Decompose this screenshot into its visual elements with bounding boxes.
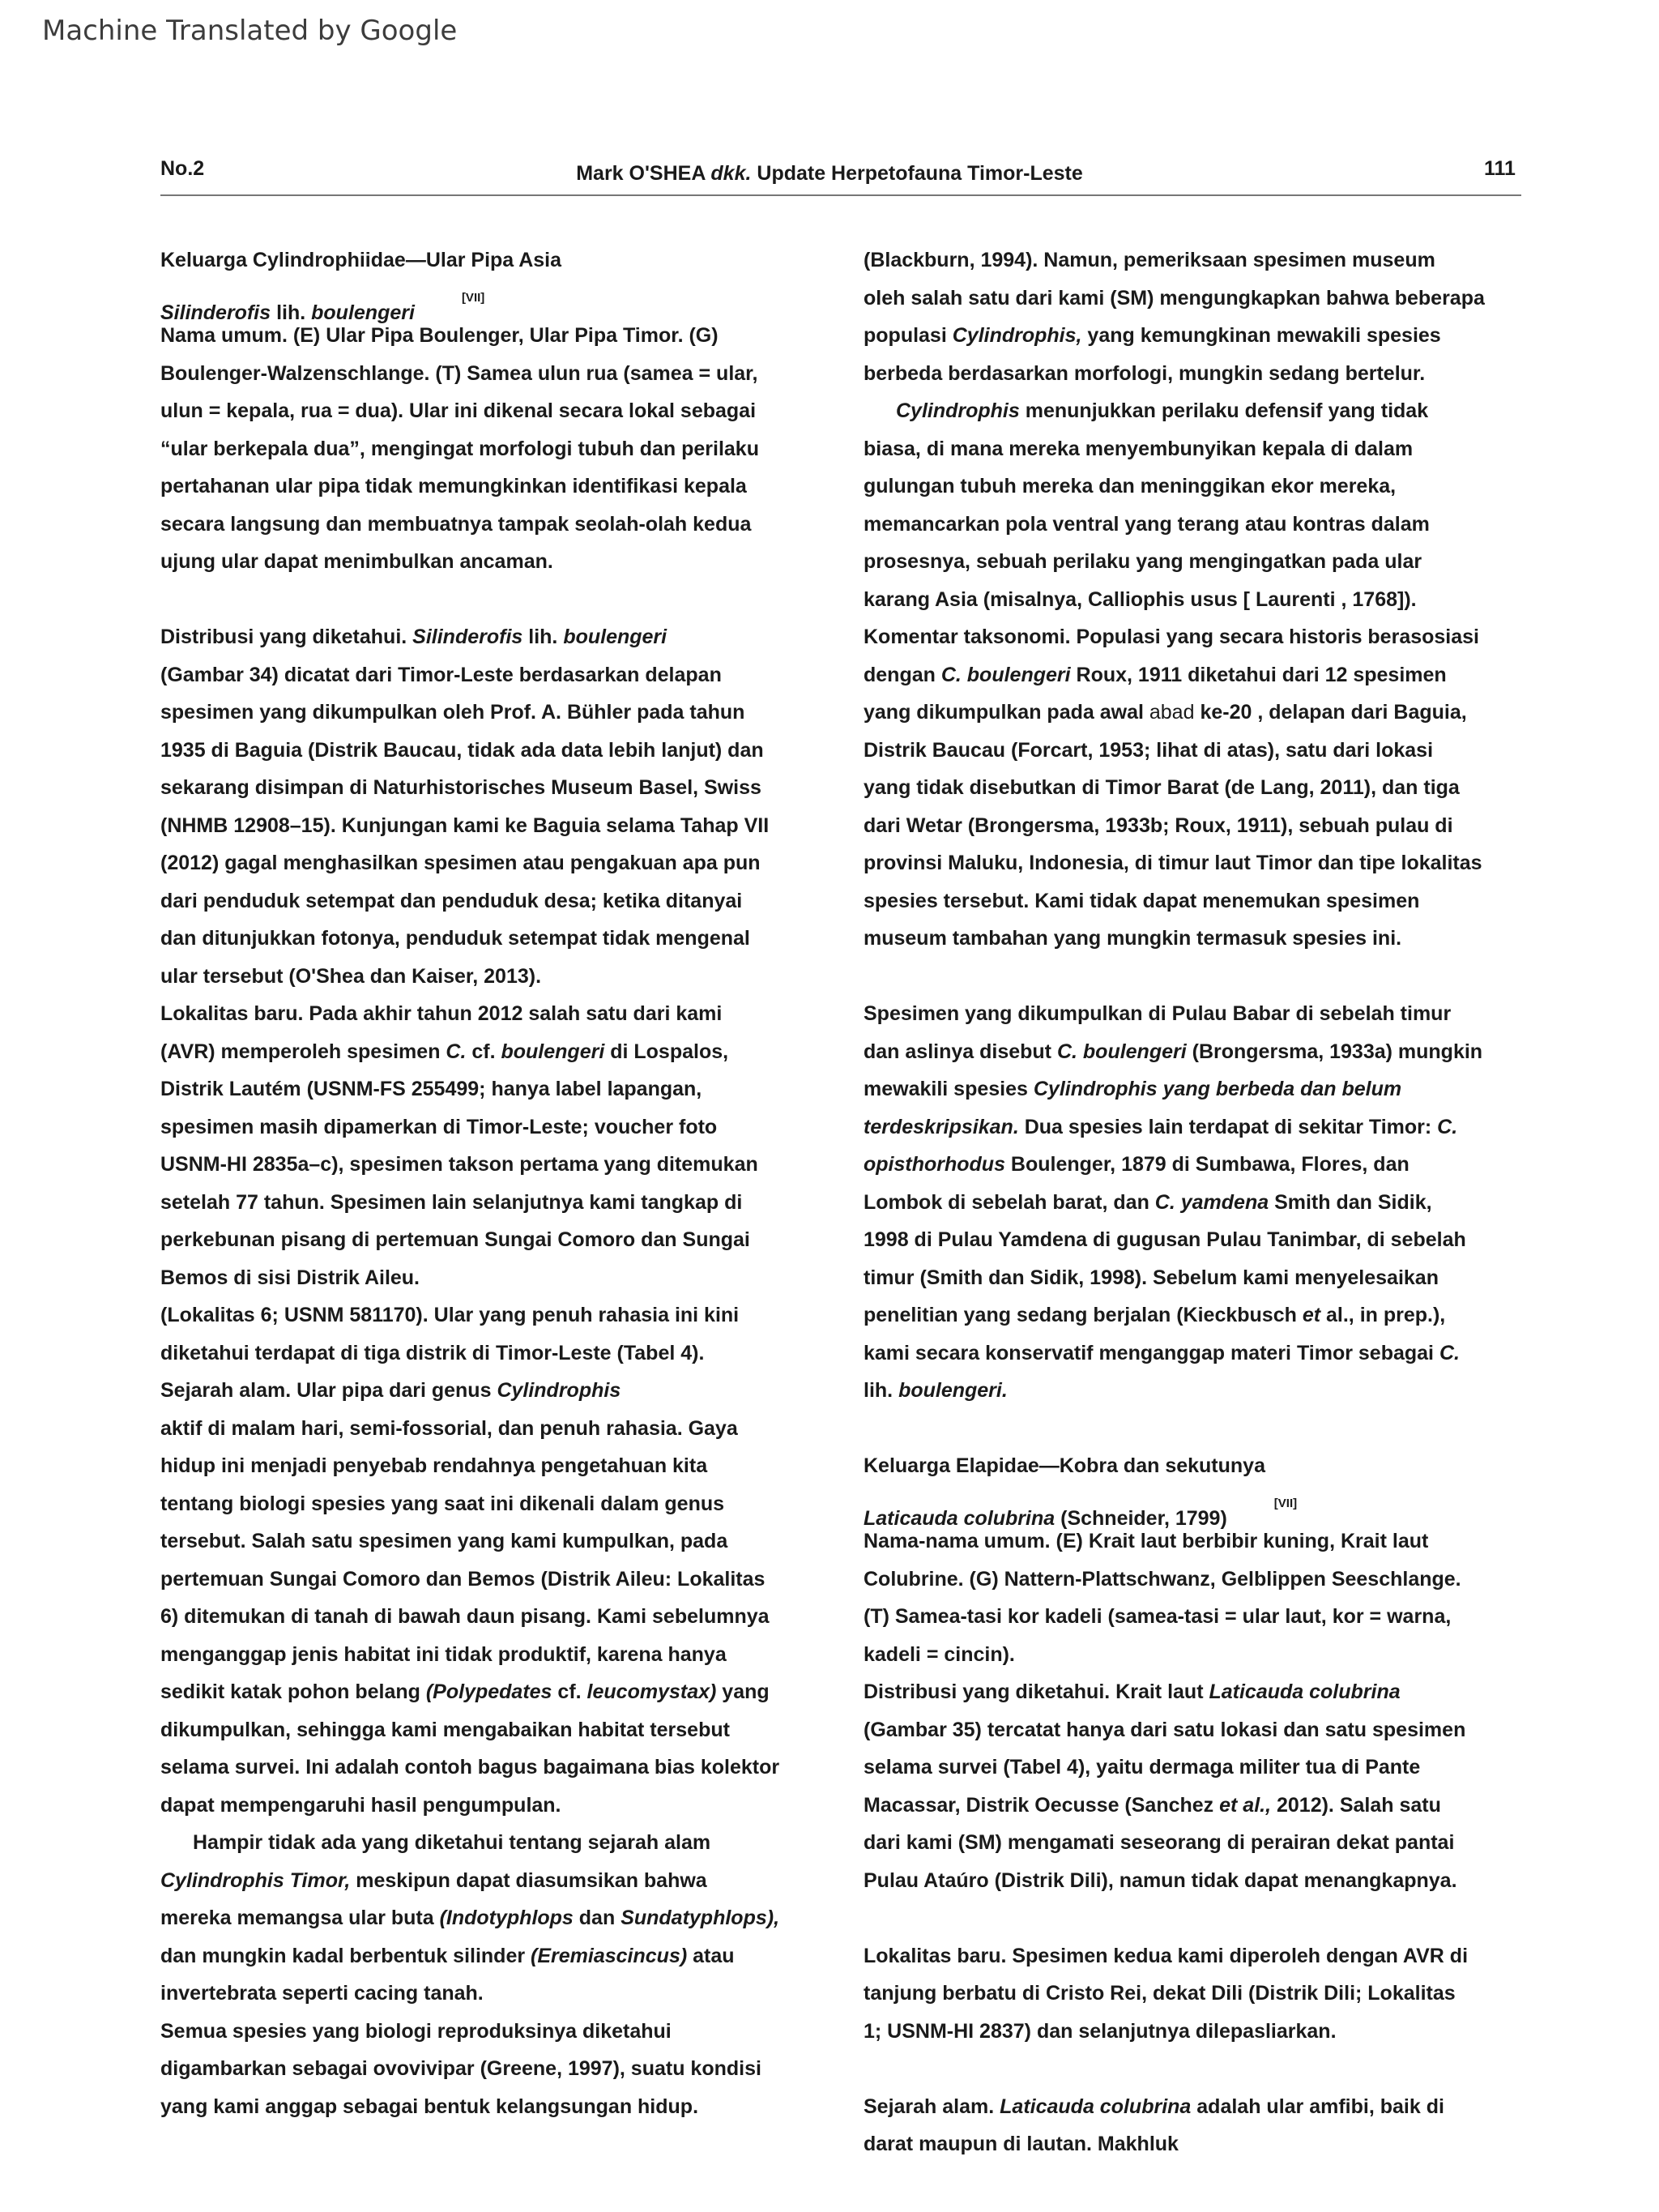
phase-superscript: [VII] <box>461 290 485 305</box>
text-line <box>864 1070 1544 1108</box>
italic-text: (Polypedates <box>425 1680 552 1703</box>
text-line <box>864 280 1544 318</box>
text-line <box>160 732 841 770</box>
text-span: 1; USNM-HI 2837) dan selanjutnya dilepasliarkan. <box>864 2019 1337 2043</box>
text-line <box>864 1334 1544 1373</box>
italic-text: leucomystax) <box>586 1680 717 1703</box>
text-line <box>864 807 1544 845</box>
text-line <box>864 1673 1544 1711</box>
text-span: diketahui terdapat di tiga distrik di Timor-Leste (Tabel 4). <box>160 1341 705 1364</box>
text-span: Keluarga Cylindrophiidae—Ular Pipa Asia <box>160 249 562 271</box>
text-line <box>864 392 1544 430</box>
text-span: Spesimen yang dikumpulkan di Pulau Babar di sebelah timur <box>864 1002 1452 1025</box>
text-span: al., in prep.), <box>1320 1304 1446 1326</box>
right-column <box>864 241 1544 2163</box>
text-line <box>864 769 1544 807</box>
italic-text: (Eremiascincus) <box>531 1944 688 1967</box>
text-span: dan ditunjukkan fotonya, penduduk setempat tidak mengenal <box>160 927 750 950</box>
text-span: cf. <box>552 1680 587 1703</box>
text-span: Komentar taksonomi. Populasi yang secara historis berasosiasi <box>864 626 1479 648</box>
text-span: Hampir tidak ada yang diketahui tentang sejarah alam <box>193 1831 711 1854</box>
text-span: provinsi Maluku, Indonesia, di timur laut Timor dan tipe lokalitas <box>864 852 1482 874</box>
text-line <box>160 1221 841 1259</box>
text-span: Smith dan Sidik, <box>1269 1190 1432 1214</box>
text-span: digambarkan sebagai ovovivipar (Greene, 1997), suatu kondisi <box>160 2057 761 2080</box>
text-line <box>160 882 841 920</box>
text-line <box>160 1146 841 1184</box>
text-line <box>864 1033 1544 1071</box>
italic-text: C. <box>1437 1115 1458 1138</box>
text-span: spesimen yang dikumpulkan oleh Prof. A. Bühler pada tahun <box>160 701 745 724</box>
text-span: 1998 di Pulau Yamdena di gugusan Pulau Tanimbar, di sebelah <box>864 1228 1466 1251</box>
text-span: lih. <box>864 1379 899 1402</box>
italic-text: C. boulengeri <box>940 663 1071 686</box>
text-span: dan mungkin kadal berbentuk silinder <box>160 1944 531 1967</box>
text-line <box>864 694 1544 732</box>
text-span: ular tersebut (O'Shea dan Kaiser, 2013). <box>160 964 542 988</box>
text-line <box>864 656 1544 694</box>
text-span: adalah ular amfibi, baik di <box>1191 2095 1444 2118</box>
text-span: Lombok di sebelah barat, dan <box>864 1190 1155 1214</box>
text-line <box>160 1975 841 2013</box>
running-header-etal: dkk. <box>710 162 752 185</box>
text-span: dan <box>573 1907 621 1929</box>
italic-text: Cylindrophis Timor, <box>160 1868 351 1892</box>
text-span: kami secara konservatif menganggap materi Timor sebagai <box>864 1341 1439 1364</box>
italic-text: C. <box>446 1040 467 1063</box>
text-line <box>160 1334 841 1373</box>
text-span: dikumpulkan, sehingga kami mengabaikan habitat tersebut <box>160 1718 730 1741</box>
text-span: prosesnya, sebuah perilaku yang mengingatkan pada ular <box>864 550 1422 573</box>
text-span: di Lospalos, <box>604 1040 729 1063</box>
italic-text: Cylindrophis, <box>952 324 1082 347</box>
text-span: spesimen masih dipamerkan di Timor-Leste; voucher foto <box>160 1115 718 1138</box>
paragraph-gap <box>864 1410 1544 1448</box>
text-line <box>160 995 841 1033</box>
text-line <box>864 468 1544 506</box>
text-line <box>864 920 1544 958</box>
text-span: (AVR) memperoleh spesimen <box>160 1040 446 1063</box>
phase-superscript: [VII] <box>1273 1496 1298 1510</box>
italic-text: opisthorhodus <box>864 1153 1005 1176</box>
text-span: Nama umum. (E) Ular Pipa Boulenger, Ular Pipa Timor. (G) <box>160 324 719 347</box>
text-line <box>160 2013 841 2051</box>
italic-text: Silinderofis <box>412 626 523 648</box>
text-line <box>160 1259 841 1297</box>
text-line <box>160 694 841 732</box>
text-span: cf. <box>466 1040 501 1063</box>
text-line <box>864 618 1544 656</box>
text-span: (2012) gagal menghasilkan spesimen atau pengakuan apa pun <box>160 852 761 874</box>
text-span: memancarkan pola ventral yang terang atau kontras dalam <box>864 512 1430 536</box>
text-line <box>864 1636 1544 1674</box>
text-span: setelah 77 tahun. Spesimen lain selanjutnya kami tangkap di <box>160 1190 743 1214</box>
text-span: dapat mempengaruhi hasil pengumpulan. <box>160 1793 561 1817</box>
italic-text: Cylindrophis yang berbeda dan belum <box>1033 1078 1402 1100</box>
text-line <box>160 355 841 393</box>
text-span: mereka memangsa ular buta <box>160 1907 440 1929</box>
text-span: Keluarga Elapidae—Kobra dan sekutunya <box>864 1454 1265 1477</box>
text-span: 2012). Salah satu <box>1271 1793 1441 1817</box>
text-span: (Gambar 35) tercatat hanya dari satu lokasi dan satu spesimen <box>864 1718 1466 1741</box>
text-line <box>864 1221 1544 1259</box>
text-span: ujung ular dapat menimbulkan ancaman. <box>160 550 553 573</box>
text-line <box>864 995 1544 1033</box>
text-span: (Schneider, 1799) <box>1055 1506 1227 1530</box>
text-span: sekarang disimpan di Naturhistorisches Museum Basel, Swiss <box>160 776 761 799</box>
machine-translation-banner: Machine Translated by Google <box>42 15 458 47</box>
text-span: 6) ditemukan di tanah di bawah daun pisang. Kami sebelumnya <box>160 1605 770 1628</box>
text-line <box>160 1410 841 1448</box>
text-span: ke-20 , delapan dari Baguia, <box>1194 701 1467 724</box>
text-span: mewakili spesies <box>864 1078 1034 1100</box>
text-line <box>160 1070 841 1108</box>
text-span: karang Asia (misalnya, Calliophis usus [ Laurenti , 1768]). <box>864 587 1417 611</box>
italic-text: boulengeri. <box>898 1379 1008 1402</box>
text-span: Sejarah alam. Ular pipa dari genus <box>160 1379 497 1402</box>
paragraph-gap <box>864 2050 1544 2088</box>
text-line <box>864 581 1544 619</box>
text-span: Nama-nama umum. (E) Krait laut berbibir kuning, Krait laut <box>864 1530 1429 1552</box>
text-line <box>160 392 841 430</box>
italic-text: boulengeri <box>563 626 667 648</box>
text-span: kadeli = cincin). <box>864 1642 1015 1666</box>
text-line <box>160 543 841 581</box>
text-span: yang tidak disebutkan di Timor Barat (de Lang, 2011), dan tiga <box>864 776 1460 799</box>
header-rule <box>160 194 1521 196</box>
text-line <box>864 1598 1544 1636</box>
italic-text: boulengeri <box>501 1040 605 1063</box>
text-span: Dua spesies lain terdapat di sekitar Timor: <box>1018 1115 1438 1138</box>
text-span: Roux, 1911 diketahui dari 12 spesimen <box>1070 663 1447 686</box>
text-span: atau <box>687 1944 735 1967</box>
text-line <box>160 1485 841 1523</box>
italic-text: Cylindrophis <box>896 399 1020 422</box>
text-line <box>864 2013 1544 2051</box>
text-line <box>160 1372 841 1410</box>
text-line <box>864 1108 1544 1147</box>
text-span: tersebut. Salah satu spesimen yang kami kumpulkan, pada <box>160 1530 728 1552</box>
text-span: lih. <box>522 626 564 648</box>
italic-text: boulengeri <box>311 301 415 324</box>
text-line <box>864 1522 1544 1561</box>
text-span: (NHMB 12908–15). Kunjungan kami ke Baguia selama Tahap VII <box>160 813 770 837</box>
text-span: perkebunan pisang di pertemuan Sungai Comoro dan Sungai <box>160 1228 750 1251</box>
text-line <box>160 2088 841 2126</box>
text-span: oleh salah satu dari kami (SM) mengungkapkan bahwa beberapa <box>864 286 1485 310</box>
text-span: sedikit katak pohon belang <box>160 1680 426 1703</box>
italic-text: et al., <box>1219 1793 1272 1817</box>
text-span: Distribusi yang diketahui. <box>160 626 413 648</box>
text-line <box>864 1447 1544 1485</box>
text-span: Sejarah alam. <box>864 2095 1000 2118</box>
italic-text: et <box>1302 1304 1321 1326</box>
text-span: menganggap jenis habitat ini tidak produktif, karena hanya <box>160 1642 727 1666</box>
text-line <box>864 1259 1544 1297</box>
text-line <box>160 430 841 468</box>
text-line <box>160 468 841 506</box>
text-span: pertemuan Sungai Comoro dan Bemos (Distrik Aileu: Lokalitas <box>160 1567 766 1591</box>
text-span: yang kemungkinan mewakili spesies <box>1081 324 1441 347</box>
text-line <box>864 1561 1544 1599</box>
text-span: tentang biologi spesies yang saat ini dikenali dalam genus <box>160 1492 725 1515</box>
issue-number: No.2 <box>160 157 205 180</box>
text-span: Lokalitas baru. Spesimen kedua kami diperoleh dengan AVR di <box>864 1944 1469 1967</box>
text-line <box>160 1899 841 1937</box>
text-line <box>160 1937 841 1975</box>
text-line <box>864 1937 1544 1975</box>
text-line <box>160 1673 841 1711</box>
text-span: yang <box>716 1680 770 1703</box>
italic-text: Silinderofis <box>160 301 271 324</box>
text-span: pertahanan ular pipa tidak memungkinkan identifikasi kepala <box>160 475 747 497</box>
text-line <box>160 1447 841 1485</box>
text-span: Boulenger-Walzenschlange. (T) Samea ulun rua (samea = ular, <box>160 361 758 385</box>
text-line <box>160 2050 841 2088</box>
text-line <box>160 807 841 845</box>
text-span: darat maupun di lautan. Makhluk <box>864 2133 1179 2155</box>
italic-text: Cylindrophis <box>497 1379 621 1402</box>
text-span: aktif di malam hari, semi-fossorial, dan penuh rahasia. Gaya <box>160 1416 738 1440</box>
text-line <box>864 732 1544 770</box>
text-line <box>160 769 841 807</box>
text-line <box>160 241 841 280</box>
text-line <box>864 1975 1544 2013</box>
text-span: gulungan tubuh mereka dan meninggikan ekor mereka, <box>864 475 1397 497</box>
text-span: dengan <box>864 663 941 686</box>
italic-text: C. boulengeri <box>1056 1040 1187 1063</box>
text-span: Bemos di sisi Distrik Aileu. <box>160 1266 420 1289</box>
text-span: menunjukkan perilaku defensif yang tidak <box>1019 399 1429 422</box>
text-span: populasi <box>864 324 953 347</box>
text-line <box>160 958 841 996</box>
text-span: biasa, di mana mereka menyembunyikan kepala di dalam <box>864 437 1414 460</box>
text-span: hidup ini menjadi penyebab rendahnya pengetahuan kita <box>160 1454 708 1477</box>
italic-text: Laticauda colubrina <box>864 1506 1056 1530</box>
text-span: museum tambahan yang mungkin termasuk spesies ini. <box>864 927 1402 950</box>
text-line <box>864 844 1544 882</box>
text-line <box>864 1485 1544 1530</box>
text-span: spesies tersebut. Kami tidak dapat menemukan spesimen <box>864 889 1420 912</box>
text-span: (Gambar 34) dicatat dari Timor-Leste berdasarkan delapan <box>160 663 722 686</box>
text-span: tanjung berbatu di Cristo Rei, dekat Dili (Distrik Dili; Lokalitas <box>864 1982 1456 2005</box>
italic-text: C. <box>1439 1341 1460 1364</box>
text-span: abad <box>1149 701 1195 724</box>
text-span: selama survei. Ini adalah contoh bagus bagaimana bias kolektor <box>160 1756 780 1779</box>
text-span: secara langsung dan membuatnya tampak seolah-olah kedua <box>160 512 752 536</box>
running-header-title: Update Herpetofauna Timor-Leste <box>751 162 1083 185</box>
text-line <box>160 1522 841 1561</box>
text-span: (Brongersma, 1933a) mungkin <box>1186 1040 1483 1063</box>
italic-text: Laticauda colubrina <box>1209 1680 1401 1703</box>
italic-text: C. yamdena <box>1154 1190 1269 1214</box>
text-span: ulun = kepala, rua = dua). Ular ini dikenal secara lokal sebagai <box>160 399 757 422</box>
paragraph-gap <box>864 1899 1544 1937</box>
text-line <box>864 1146 1544 1184</box>
text-span: dari Wetar (Brongersma, 1933b; Roux, 1911), sebuah pulau di <box>864 813 1453 837</box>
text-span: lih. <box>271 301 312 324</box>
text-span: timur (Smith dan Sidik, 1998). Sebelum kami menyelesaikan <box>864 1266 1439 1289</box>
text-line <box>160 317 841 355</box>
text-span: dari kami (SM) mengamati seseorang di perairan dekat pantai <box>864 1831 1455 1854</box>
text-span: Macassar, Distrik Oecusse (Sanchez <box>864 1793 1220 1817</box>
text-line <box>160 506 841 544</box>
italic-text: Sundatyphlops), <box>621 1907 780 1929</box>
paragraph-gap <box>864 958 1544 996</box>
left-column <box>160 241 841 2125</box>
text-line <box>160 1184 841 1222</box>
text-line <box>864 2088 1544 2126</box>
text-line <box>864 1372 1544 1410</box>
italic-text: Laticauda colubrina <box>1000 2095 1192 2118</box>
text-line <box>160 1598 841 1636</box>
text-span: selama survei (Tabel 4), yaitu dermaga militer tua di Pante <box>864 1756 1421 1779</box>
text-line <box>864 1296 1544 1334</box>
text-line <box>864 506 1544 544</box>
text-span: Distrik Lautém (USNM-FS 255499; hanya label lapangan, <box>160 1078 702 1100</box>
text-line <box>160 1862 841 1900</box>
text-line <box>160 1636 841 1674</box>
text-line <box>160 1824 841 1862</box>
running-header-authors: Mark O'SHEA <box>576 162 711 185</box>
italic-text: (Indotyphlops <box>439 1907 574 1929</box>
text-span: USNM-HI 2835a–c), spesimen takson pertama yang ditemukan <box>160 1153 758 1176</box>
text-line <box>864 2125 1544 2163</box>
text-span: Pulau Ataúro (Distrik Dili), namun tidak dapat menangkapnya. <box>864 1868 1457 1892</box>
text-span: yang kami anggap sebagai bentuk kelangsungan hidup. <box>160 2095 699 2118</box>
text-span: “ular berkepala dua”, mengingat morfologi tubuh dan perilaku <box>160 437 759 460</box>
text-line <box>864 1824 1544 1862</box>
text-line <box>864 543 1544 581</box>
text-span: Distribusi yang diketahui. Krait laut <box>864 1680 1209 1703</box>
text-span: Lokalitas baru. Pada akhir tahun 2012 salah satu dari kami <box>160 1002 723 1025</box>
text-line <box>160 1108 841 1147</box>
text-span: (T) Samea-tasi kor kadeli (samea-tasi = ular laut, kor = warna, <box>864 1605 1452 1628</box>
text-line <box>864 241 1544 280</box>
text-span: 1935 di Baguia (Distrik Baucau, tidak ada data lebih lanjut) dan <box>160 738 764 762</box>
text-span: berbeda berdasarkan morfologi, mungkin sedang bertelur. <box>864 361 1426 385</box>
text-line <box>160 656 841 694</box>
text-line <box>160 1296 841 1334</box>
text-span: Distrik Baucau (Forcart, 1953; lihat di atas), satu dari lokasi <box>864 738 1434 762</box>
text-span: dan aslinya disebut <box>864 1040 1057 1063</box>
text-line <box>160 1711 841 1749</box>
text-line <box>160 1787 841 1825</box>
text-span: Colubrine. (G) Nattern-Plattschwanz, Gelblippen Seeschlange. <box>864 1567 1461 1591</box>
text-line <box>160 920 841 958</box>
text-line <box>864 355 1544 393</box>
text-line <box>160 1033 841 1071</box>
text-span: (Lokalitas 6; USNM 581170). Ular yang penuh rahasia ini kini <box>160 1304 740 1326</box>
page-number: 111 <box>1484 157 1516 180</box>
text-line <box>160 618 841 656</box>
text-line <box>864 882 1544 920</box>
text-span: (Blackburn, 1994). Namun, pemeriksaan spesimen museum <box>864 249 1435 271</box>
text-span: Semua spesies yang biologi reproduksinya diketahui <box>160 2019 672 2043</box>
text-line <box>160 280 841 324</box>
paragraph-gap <box>160 581 841 619</box>
text-line <box>864 430 1544 468</box>
text-span: penelitian yang sedang berjalan (Kieckbusch <box>864 1304 1303 1326</box>
text-line <box>864 1749 1544 1787</box>
text-line <box>864 1862 1544 1900</box>
text-line <box>160 844 841 882</box>
text-line <box>864 1711 1544 1749</box>
text-span: invertebrata seperti cacing tanah. <box>160 1982 484 2005</box>
text-span: dari penduduk setempat dan penduduk desa; ketika ditanyai <box>160 889 743 912</box>
text-span: Boulenger, 1879 di Sumbawa, Flores, dan <box>1004 1153 1410 1176</box>
text-span: yang dikumpulkan pada awal <box>864 701 1149 724</box>
running-header <box>0 162 1659 186</box>
text-line <box>160 1561 841 1599</box>
text-line <box>864 1787 1544 1825</box>
text-line <box>160 1749 841 1787</box>
italic-text: terdeskripsikan. <box>864 1115 1019 1138</box>
text-line <box>864 317 1544 355</box>
text-line <box>864 1184 1544 1222</box>
text-span: meskipun dapat diasumsikan bahwa <box>350 1868 707 1892</box>
